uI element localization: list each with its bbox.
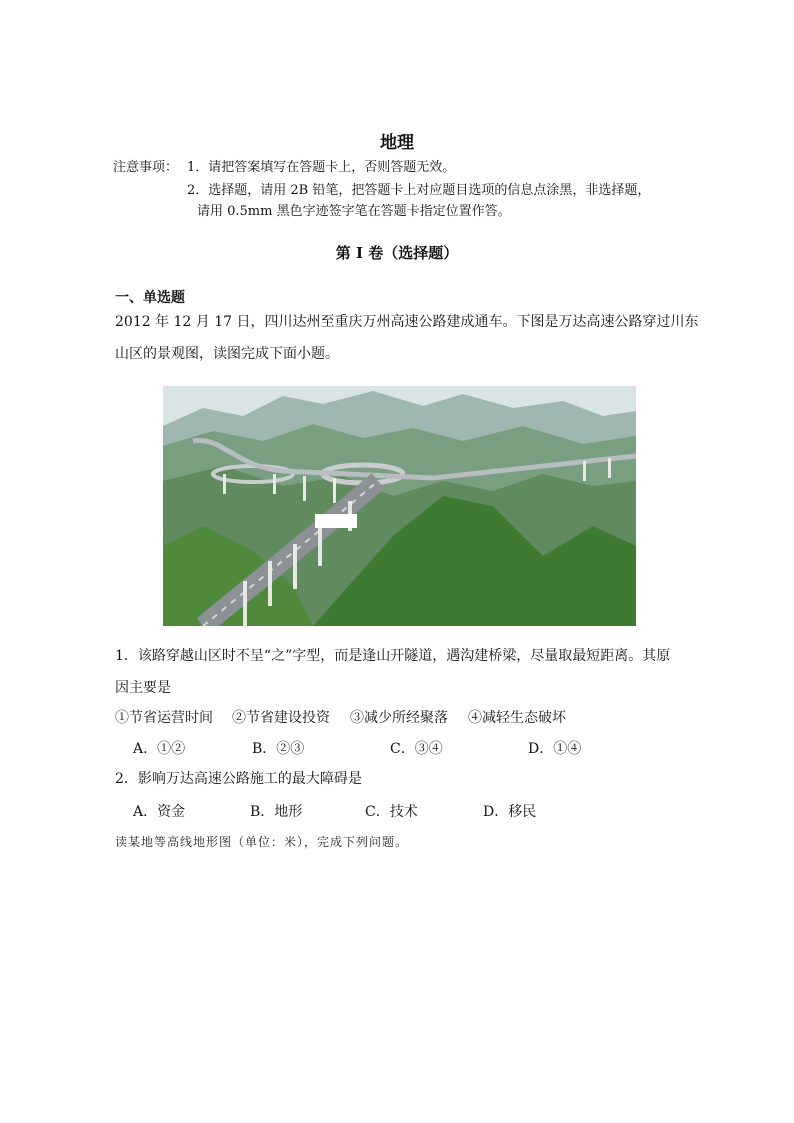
q1-statement-4: ④减轻生态破坏 [468,710,566,726]
notice-label: 注意事项： [113,160,179,175]
notice-item-2-cont: 请用 0.5mm 黑色字迹签字笔在答题卡指定位置作答。 [197,204,511,219]
q2-option-a[interactable]: A．资金 [133,804,186,820]
q2-stem: 2．影响万达高速公路施工的最大障碍是 [115,771,362,787]
q1-option-c[interactable]: C．③④ [390,741,443,757]
q1-stem-line-2: 因主要是 [115,680,171,696]
notice-item-2: 2．选择题，请用 2B 铅笔，把答题卡上对应题目选项的信息点涂黑，非选择题， [187,183,651,198]
q1-statement-3: ③减少所经聚落 [350,710,448,726]
notice-item-1: 1．请把答案填写在答题卡上，否则答题无效。 [187,160,456,175]
footer-note: 读某地等高线地形图（单位：米），完成下列问题。 [115,835,409,849]
part-heading: 一、单选题 [115,290,185,306]
q2-option-c[interactable]: C．技术 [365,804,418,820]
page-title: 地理 [380,133,414,153]
q1-option-a[interactable]: A．①② [133,741,186,757]
intro-line-1: 2012 年 12 月 17 日，四川达州至重庆万州高速公路建成通车。下图是万达高速公路穿过川东 [115,314,699,330]
q1-option-d[interactable]: D．①④ [528,741,582,757]
q2-option-b[interactable]: B．地形 [250,804,303,820]
highway-landscape-photo [163,386,636,626]
q1-option-b[interactable]: B．②③ [252,741,305,757]
q2-option-d[interactable]: D．移民 [483,804,537,820]
section-title: 第 I 卷（选择题） [335,244,459,262]
q1-statement-1: ①节省运营时间 [115,710,213,726]
q1-stem-line-1: 1．该路穿越山区时不呈“之”字型，而是逢山开隧道，遇沟建桥梁，尽量取最短距离。其原 [115,648,671,664]
q1-statement-2: ②节省建设投资 [232,710,330,726]
intro-line-2: 山区的景观图，读图完成下面小题。 [115,346,339,362]
